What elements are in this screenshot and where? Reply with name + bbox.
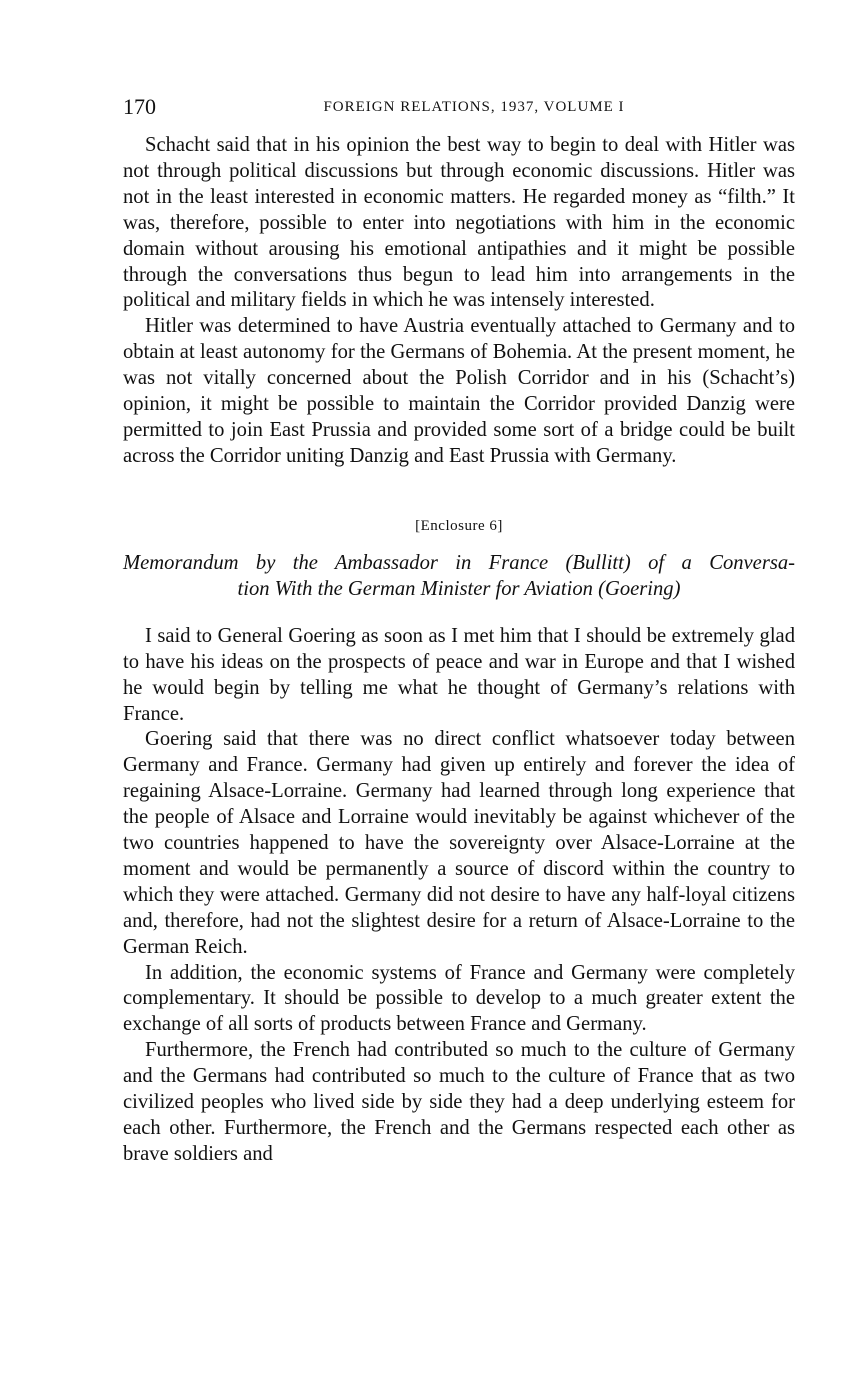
memo-title — [123, 550, 795, 602]
page-header — [123, 93, 795, 123]
paragraph: Goering said that there was no direct conflict whatsoever today between Germany and France. Germany had given up entirely and forever the idea of regaining Alsace-Lorraine. Germany had learned through long experience that the people of Alsace and Lorraine would inevitably be against whichever of the two countries happened to have the sovereignty over Alsace-Lorraine at the moment and would be permanently a source of discord within the country to which they were attached. Germany did not desire to have any half-loyal citizens and, therefore, had not the slightest desire for a return of Alsace-Lorraine to the German Reich. — [123, 728, 795, 958]
enclosure-label: [Enclosure 6] — [415, 517, 503, 534]
page-number: 170 — [123, 94, 156, 119]
paragraph: Schacht said that in his opinion the best way to begin to deal with Hitler was not through political discussions but through economic discussions. Hitler was not in the least interested in economic matters. He regarded money as “filth.” It was, therefore, possible to enter into negotiations with him in the economic domain without arousing his emotional antipathies and it might be possible through the conversations thus begun to lead him into arrangements in the political and military fields in which he was intensely interested. — [123, 134, 795, 312]
memo-title-line-2: tion With the German Minister for Aviation (Goering) — [237, 577, 681, 600]
running-head: FOREIGN RELATIONS, 1937, VOLUME I — [323, 99, 625, 115]
paragraph: In addition, the economic systems of France and Germany were completely complementary. It should be possible to develop to a much greater extent the exchange of all sorts of products between France and Germany. — [123, 961, 795, 1036]
body-text-bottom — [123, 624, 795, 1168]
paragraph: Hitler was determined to have Austria eventually attached to Germany and to obtain at least autonomy for the Germans of Bohemia. At the present moment, he was not vitally concerned about the Polish Corridor and in his (Schacht’s) opinion, it might be possible to maintain the Corridor provided Danzig were permitted to join East Prussia and provided some sort of a bridge could be built across the Corridor uniting Danzig and East Prussia with Germany. — [123, 315, 795, 467]
document-page — [123, 93, 795, 1168]
memo-title-line-1: Memorandum by the Ambassador in France (Bullitt) of a Conversa- — [123, 551, 795, 574]
body-text-top — [123, 133, 795, 470]
paragraph: Furthermore, the French had contributed so much to the culture of Germany and the Germans had contributed so much to the culture of France that as two civilized peoples who lived side by side they had a deep underlying esteem for each other. Furthermore, the French and the Germans respected each other as brave soldiers and — [123, 1039, 795, 1165]
paragraph: I said to General Goering as soon as I met him that I should be extremely glad to have his ideas on the prospects of peace and war in Europe and that I wished he would begin by telling me what he thought of Germany’s relations with France. — [123, 624, 795, 725]
